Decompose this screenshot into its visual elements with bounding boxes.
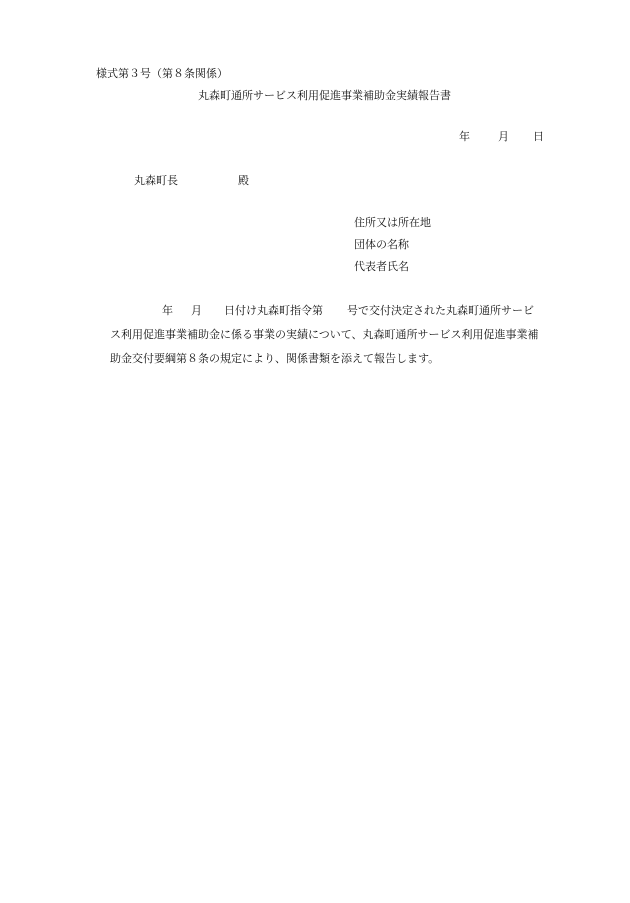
applicant-address-label: 住所又は所在地 (354, 216, 431, 229)
applicant-rep-label: 代表者氏名 (354, 260, 409, 273)
recipient-name: 丸森町長 (134, 174, 178, 187)
body-paragraph (110, 299, 580, 371)
recipient-honorific: 殿 (238, 174, 249, 187)
body-number-suffix: 号で交付決定された丸森町通所サービ (347, 304, 534, 317)
date-month: 月 (498, 130, 509, 143)
applicant-block (354, 217, 431, 283)
body-line-2: ス利用促進事業補助金に係る事業の実績について、丸森町通所サービス利用促進事業補 (110, 328, 539, 341)
form-number: 様式第３号（第８条関係） (96, 67, 228, 80)
document-title: 丸森町通所サービス利用促進事業補助金実績報告書 (198, 89, 451, 102)
body-month: 月 (191, 304, 202, 317)
date-year: 年 (459, 130, 470, 143)
date-line (459, 131, 544, 142)
applicant-org-label: 団体の名称 (354, 238, 409, 251)
date-day: 日 (533, 130, 544, 143)
body-date-text: 日付け丸森町指令第 (224, 304, 323, 317)
body-line-3: 助金交付要綱第８条の規定により、関係書類を添えて報告します。 (110, 352, 440, 365)
body-year: 年 (162, 304, 173, 317)
recipient-line (134, 175, 249, 186)
body-line-1 (110, 299, 580, 323)
